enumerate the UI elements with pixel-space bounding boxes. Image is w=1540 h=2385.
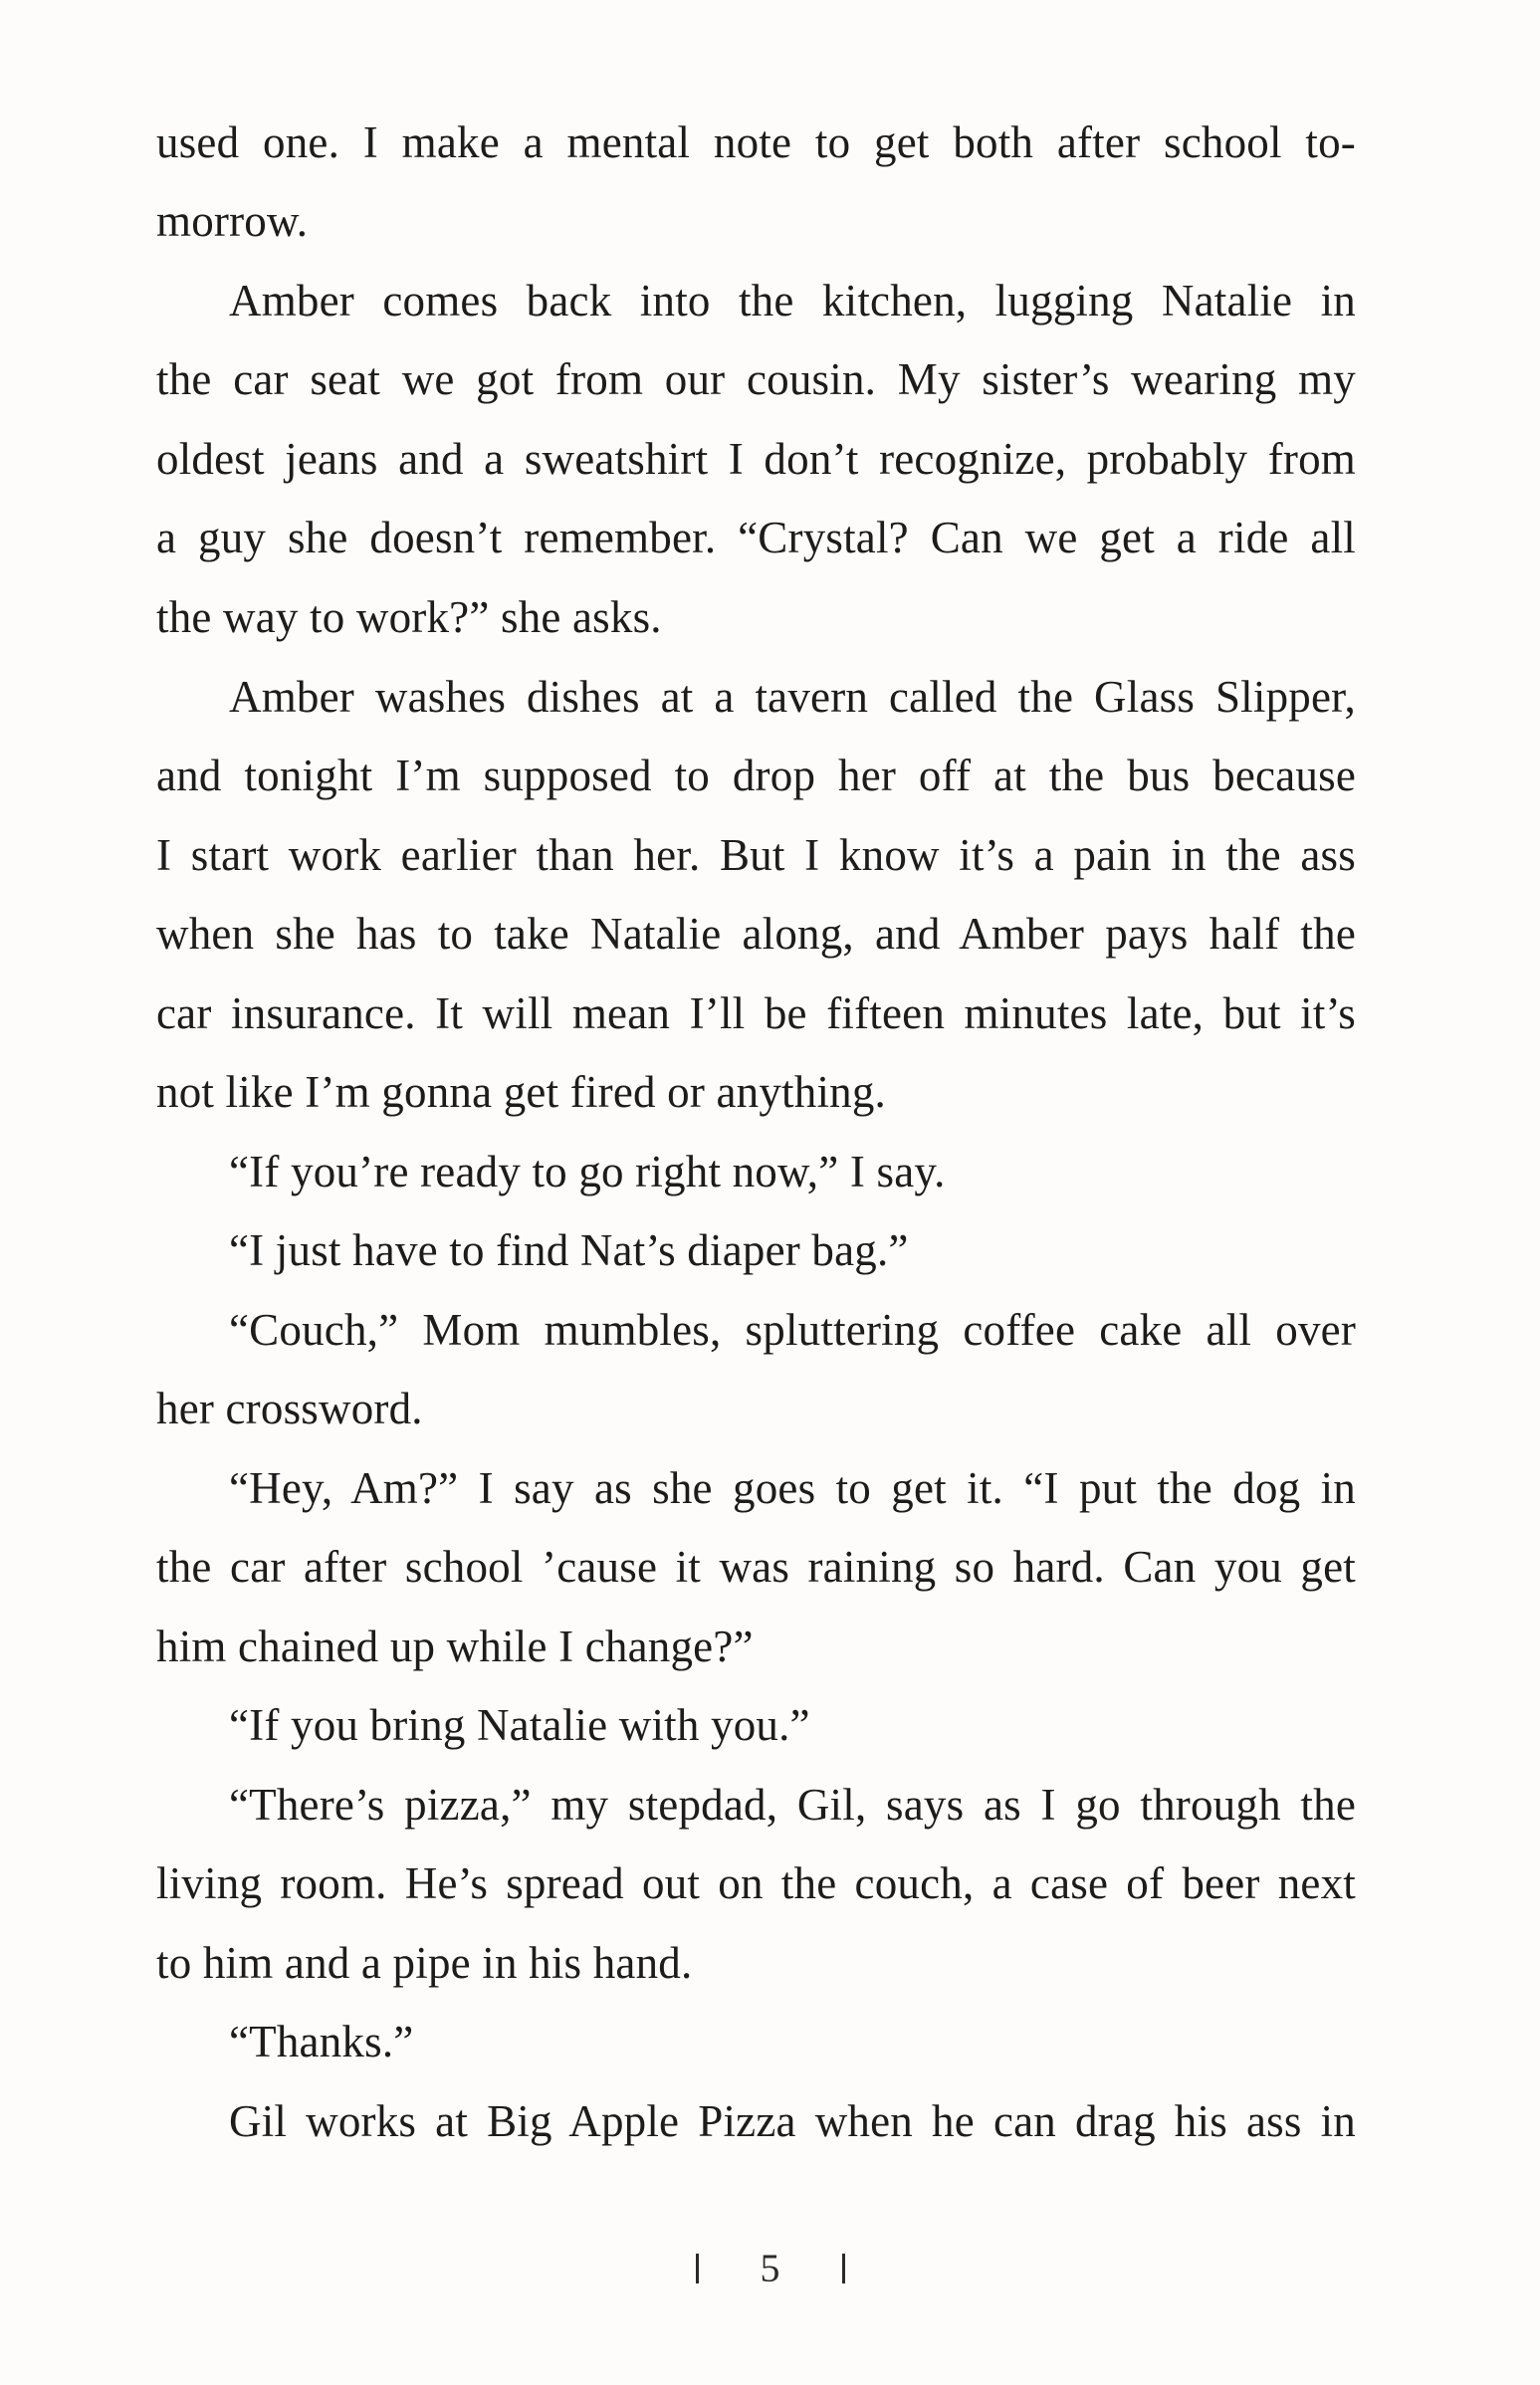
text-line: “There’s pizza,” my stepdad, Gil, says as I go through the <box>229 1780 1356 1830</box>
text-line: the car seat we got from our cousin. My sister’s wearing my <box>156 354 1356 404</box>
text-line: “If you’re ready to go right now,” I say. <box>229 1147 946 1196</box>
text-line: “Couch,” Mom mumbles, spluttering coffee cake all over <box>229 1305 1356 1355</box>
text-line: and tonight I’m supposed to drop her off at the bus because <box>156 751 1356 800</box>
text-line: not like I’m gonna get fired or anything. <box>156 1067 887 1117</box>
text-line: to him and a pipe in his hand. <box>156 1938 693 1988</box>
text-line: living room. He’s spread out on the couch, a case of beer next <box>156 1858 1356 1908</box>
text-line: the car after school ’cause it was raining so hard. Can you get <box>156 1542 1356 1592</box>
folio-right-rule <box>842 2254 845 2283</box>
text-line: “I just have to find Nat’s diaper bag.” <box>229 1225 909 1275</box>
text-line: used one. I make a mental note to get both after school to- <box>156 117 1356 167</box>
text-line: a guy she doesn’t remember. “Crystal? Can we get a ride all <box>156 513 1356 562</box>
text-line: “Hey, Am?” I say as she goes to get it. “I put the dog in <box>229 1463 1356 1513</box>
text-line: “If you bring Natalie with you.” <box>229 1700 810 1750</box>
text-line: when she has to take Natalie along, and Amber pays half the <box>156 909 1356 959</box>
folio-left-rule <box>696 2254 699 2283</box>
text-line: morrow. <box>156 196 309 246</box>
page-number: 5 <box>760 2245 780 2290</box>
text-line: “Thanks.” <box>229 2017 414 2066</box>
text-line: him chained up while I change?” <box>156 1622 754 1671</box>
text-line: oldest jeans and a sweatshirt I don’t recognize, probably from <box>156 434 1356 484</box>
text-line: Gil works at Big Apple Pizza when he can drag his ass in <box>229 2096 1356 2146</box>
text-line: the way to work?” she asks. <box>156 592 662 642</box>
text-line: Amber washes dishes at a tavern called the Glass Slipper, <box>229 672 1356 722</box>
text-line: car insurance. It will mean I’ll be fifteen minutes late, but it’s <box>156 988 1356 1038</box>
text-line: her crossword. <box>156 1384 423 1433</box>
page-footer <box>0 2235 1540 2294</box>
text-line: I start work earlier than her. But I know it’s a pain in the ass <box>156 830 1356 880</box>
text-line: Amber comes back into the kitchen, lugging Natalie in <box>229 276 1356 325</box>
